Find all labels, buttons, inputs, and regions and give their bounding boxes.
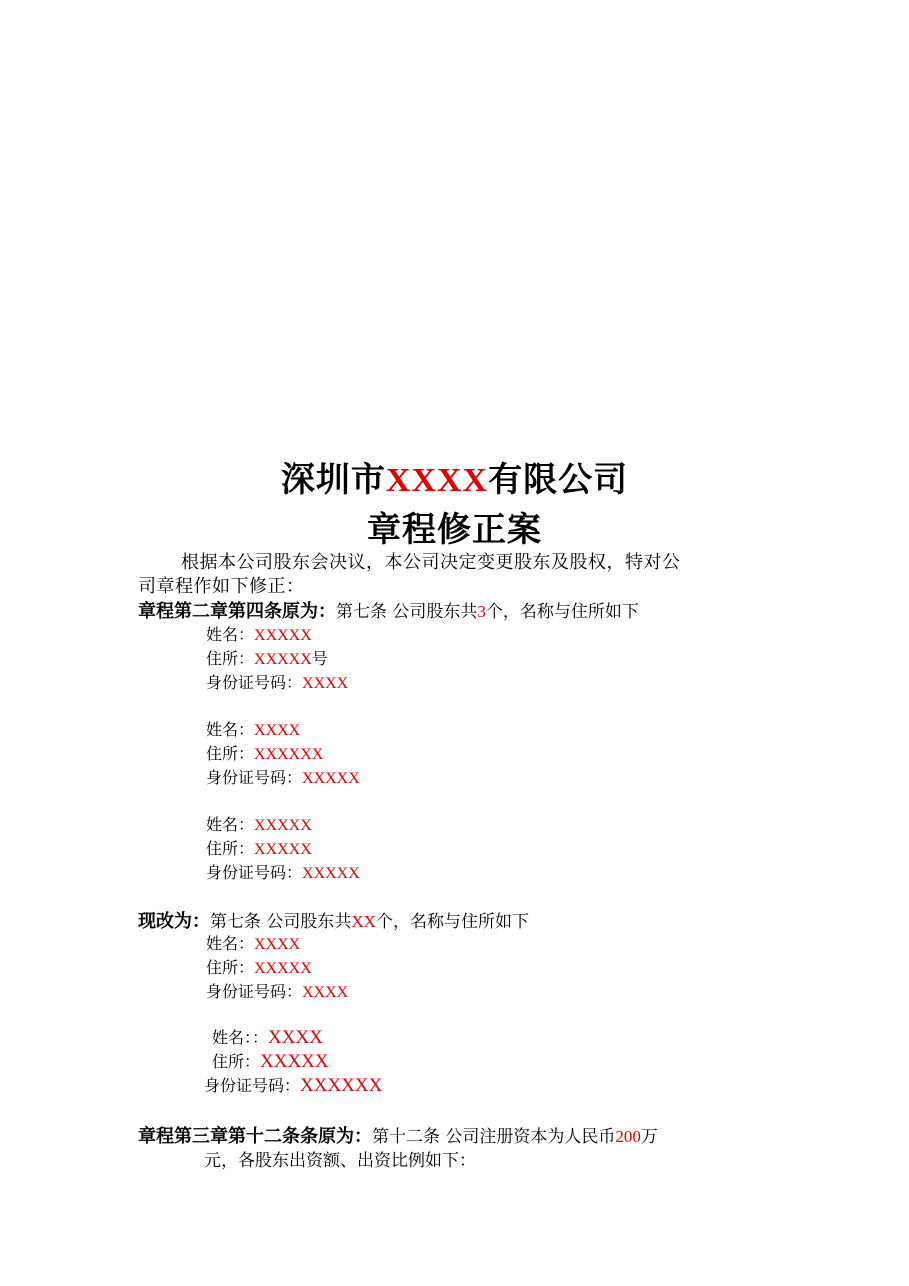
title-company-placeholder: XXXX xyxy=(385,462,489,499)
shareholder-count: XX xyxy=(351,912,376,931)
section-heading: 章程第三章第十二条条原为： xyxy=(138,1126,372,1147)
intro-line-1: 根据本公司股东会决议，本公司决定变更股东及股权，特对公 xyxy=(181,552,681,573)
title-prefix: 深圳市 xyxy=(280,460,386,500)
section-text-line-2: 元，各股东出资额、出资比例如下： xyxy=(204,1151,476,1171)
shareholder-name: XXXX xyxy=(254,936,301,953)
section-text-unit: 万 xyxy=(640,1127,658,1147)
shareholder-id: XXXX xyxy=(302,984,349,1001)
shareholder-name: XXXXX xyxy=(254,817,312,834)
section-heading: 章程第二章第四条原为： xyxy=(138,601,336,622)
section-text: 第七条 公司股东共 xyxy=(336,602,478,622)
title-suffix: 有限公司 xyxy=(488,460,629,500)
shareholder-id: XXXXXX xyxy=(300,1075,383,1096)
shareholder-name: XXXX xyxy=(254,722,301,739)
intro-line-2: 司章程作如下修正： xyxy=(138,576,305,597)
section-original-article-7 xyxy=(138,597,639,623)
section-heading: 现改为： xyxy=(138,911,210,932)
shareholder-address-line: 住所：XXXXX xyxy=(212,1051,329,1072)
shareholder-address: XXXXX xyxy=(254,651,312,668)
section-original-article-12 xyxy=(138,1122,658,1148)
shareholder-address-line: 住所：XXXXX xyxy=(206,958,312,977)
shareholder-count: 3 xyxy=(477,602,486,621)
shareholder-id: XXXXX xyxy=(302,865,360,882)
shareholder-id-line: 身份证号码：XXXXXX xyxy=(204,1075,383,1096)
shareholder-address: XXXXXX xyxy=(254,746,324,763)
section-amended-article-7 xyxy=(138,907,529,933)
shareholder-name-line: 姓名：XXXX xyxy=(206,934,301,953)
shareholder-id-line: 身份证号码：XXXX xyxy=(206,673,349,692)
shareholder-address-line: 住所：XXXXXX xyxy=(206,744,324,763)
shareholder-name-line: 姓名：XXXXX xyxy=(206,815,312,834)
shareholder-id: XXXX xyxy=(302,675,349,692)
shareholder-name-line: 姓名：：XXXX xyxy=(212,1027,323,1048)
shareholder-address: XXXXX xyxy=(260,1051,329,1072)
shareholder-address-line: 住所：XXXXX xyxy=(206,839,312,858)
document-title xyxy=(0,452,909,501)
shareholder-id-line: 身份证号码：XXXXX xyxy=(206,863,360,882)
section-text-tail: 个，名称与住所如下 xyxy=(485,602,639,622)
registered-capital: 200 xyxy=(615,1127,641,1146)
document-subtitle: 章程修正案 xyxy=(367,510,542,550)
shareholder-name-line: 姓名：XXXX xyxy=(206,720,301,739)
shareholder-name: XXXX xyxy=(268,1027,323,1048)
shareholder-name: XXXXX xyxy=(254,627,312,644)
shareholder-id-line: 身份证号码：XXXX xyxy=(206,982,349,1001)
shareholder-id: XXXXX xyxy=(302,770,360,787)
shareholder-address-line: 住所：XXXXX号 xyxy=(206,649,328,668)
shareholder-address: XXXXX xyxy=(254,841,312,858)
shareholder-id-line: 身份证号码：XXXXX xyxy=(206,768,360,787)
shareholder-name-line: 姓名：XXXXX xyxy=(206,625,312,644)
section-text: 第七条 公司股东共 xyxy=(210,912,352,932)
shareholder-address: XXXXX xyxy=(254,960,312,977)
section-text-tail: 个，名称与住所如下 xyxy=(375,912,529,932)
section-text: 第十二条 公司注册资本为人民币 xyxy=(372,1127,616,1147)
